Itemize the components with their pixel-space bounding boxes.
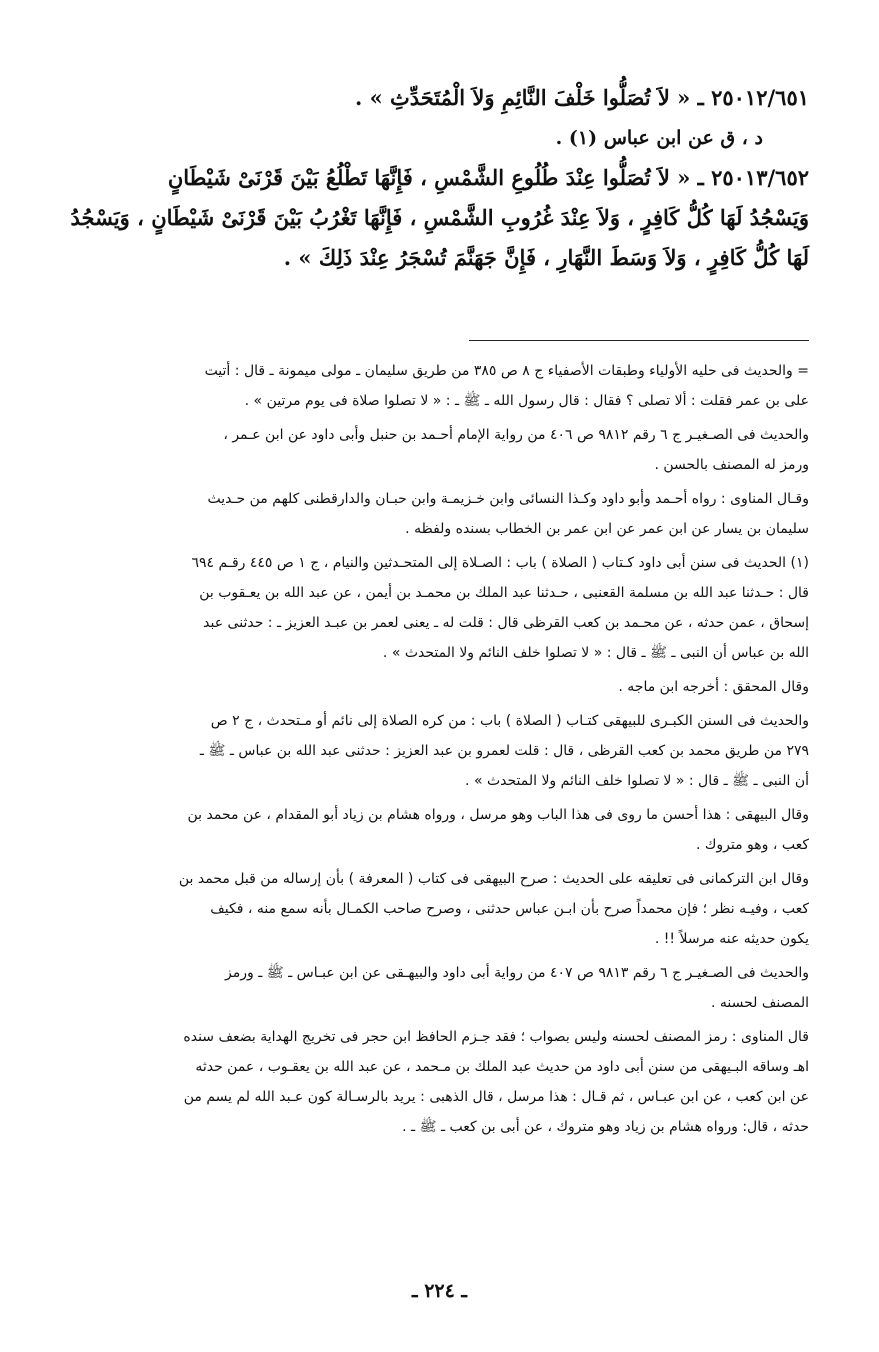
footnote-line: (١) الحديث فى سنن أبى داود كـتاب ( الصلاة ) باب : الصـلاة إلى المتحـدثين والنيام ، ج ١ ص ٤٤٥ رقـم ٦٩٤ — [191, 555, 809, 571]
footnote-paragraph — [48, 800, 809, 860]
footnote-line: = والحديث فى حليه الأولياء وطبقات الأصفياء ج ٨ ص ٣٨٥ من طريق سليمان ـ مولى ميمونة ـ قال : أتيت — [204, 363, 809, 379]
footnote-line: المصنف لحسنه . — [711, 995, 809, 1011]
footnote-paragraph — [48, 958, 809, 1018]
footnote-line: الله بن عباس أن النبى ـ ﷺ ـ قال : « لا تصلوا خلف النائم ولا المتحدث » . — [382, 645, 809, 661]
footnote-line: والحديث فى الصـغيـر ج ٦ رقم ٩٨١٣ ص ٤٠٧ من رواية أبى داود والبيهـقى عن ابن عبـاس ـ ﷺ ـ ورمز — [225, 965, 809, 981]
footnote-line: والحديث فى الصـغيـر ج ٦ رقم ٩٨١٢ ص ٤٠٦ من رواية الإمام أحـمد بن حنبل وأبى داود عن ابن عـمر ، — [223, 427, 809, 443]
footnote-line: كعب ، وفيـه نظر ؛ فإن محمداً صرح بأن ابـن عباس حدثنى ، وصرح صاحب الكمـال بأنه سمع منه ، فكيف — [210, 901, 809, 917]
footnote-line: إسحاق ، عمن حدثه ، عن محـمد بن كعب القرظى قال : قلت له ـ يعنى لعمر بن عبـد العزيز ـ : حدثنى عبد — [203, 615, 809, 631]
hadith-651 — [48, 78, 809, 118]
footnote-line: قال : حـدثنا عبد الله بن مسلمة القعنبى ، حـدثنا عبد الملك بن محمـد بن أيمن ، عن عبد الله بن يعـقوب بن — [199, 585, 809, 601]
footnote-paragraph — [48, 1022, 809, 1142]
footnote-paragraph — [48, 484, 809, 544]
hadith-651-line: ٢٥٠١٢/٦٥١ ـ « لاَ تُصَلُّوا خَلْفَ النَّائِمِ وَلاَ الْمُتَحَدِّثِ » . — [354, 85, 809, 110]
footnote-paragraph — [48, 356, 809, 416]
footnote-line: اهـ وساقه البـيهقى من سنن أبى داود من حديث عبد الملك بن مـحمد ، عن عبد الله بن يعقـوب ، عمن حدثه — [195, 1059, 809, 1075]
page-number: ـ ٢٢٤ ـ — [412, 1280, 467, 1302]
footnote-separator — [469, 340, 809, 341]
footnote-line: قال المناوى : رمز المصنف لحسنه وليس بصواب ؛ فقد جـزم الحافظ ابن حجر فى تخريج الهداية بضعف سنده — [183, 1029, 809, 1045]
footnote-paragraph — [48, 706, 809, 796]
hadith-652-line: لَهَا كُلُّ كَافِرٍ ، وَلاَ وَسَطَ النَّهَارِ ، فَإِنَّ جَهَنَّمَ تُسْجَرُ عِنْدَ ذَلِكَ » . — [283, 245, 809, 270]
footnote-line: حدثه ، قال: ورواه هشام بن زياد وهو متروك ، عن أبى بن كعب ـ ﷺ ـ . — [402, 1119, 809, 1135]
footnote-line: وقـال المناوى : رواه أحـمد وأبو داود وكـذا النسائى وابن خـزيمـة وابن حبـان والدارقطنى كلهم من حـديث — [207, 491, 809, 507]
hadith-651-source: د ، ق عن ابن عباس (١) . — [555, 127, 763, 149]
footnote-line: وقال ابن التركمانى فى تعليقه على الحديث : صرح البيهقى فى كتاب ( المعرفة ) بأن إرساله من قبل محمد بن — [178, 871, 809, 887]
footnote-line: سليمان بن يسار عن ابن عمر عن ابن عمر بن الخطاب بسنده ولفظه . — [405, 521, 809, 537]
footnote-line: وقال البيهقى : هذا أحسن ما روى فى هذا الباب وهو مرسل ، ورواه هشام بن زياد أبو المقدام ، عن محمد بن — [187, 807, 809, 823]
footnote-paragraph — [48, 420, 809, 480]
footnote-paragraph — [48, 864, 809, 954]
footnote-line: ورمز له المصنف بالحسن . — [654, 457, 809, 473]
footnote-paragraph — [48, 672, 809, 702]
footnote-1 — [48, 548, 809, 668]
footnote-line: والحديث فى السنن الكبـرى للبيهقى كتـاب ( الصلاة ) باب : من كره الصلاة إلى نائم أو مـتحدث ، ج ٢ ص — [210, 713, 809, 729]
hadith-section — [48, 78, 809, 278]
footnote-line: أن النبى ـ ﷺ ـ قال : « لا تصلوا خلف النائم ولا المتحدث » . — [465, 773, 809, 789]
footnote-line: على بن عمر فقلت : ألا تصلى ؟ فقال : قال رسول الله ـ ﷺ ـ : « لا تصلوا صلاة فى يوم مرتين » . — [244, 393, 809, 409]
hadith-652-line: ٢٥٠١٣/٦٥٢ ـ « لاَ تُصَلُّوا عِنْدَ طُلُوعِ الشَّمْسِ ، فَإِنَّهَا تَطْلُعُ بَيْنَ قَرْنَىْ شَيْطَانٍ — [167, 165, 809, 190]
footnote-line: ٢٧٩ من طريق محمد بن كعب القرظى ، قال : قلت لعمرو بن عبد العزيز : حدثنى عبد الله بن عباس ـ ﷺ ـ — [199, 743, 809, 759]
footnote-line: وقال المحقق : أخرجه ابن ماجه . — [618, 679, 809, 695]
footnote-line: عن ابن كعب ، عن ابن عبـاس ، ثم قـال : هذا مرسل ، قال الذهبى : يريد بالرسـالة كون عـبد الله لم يسم من — [183, 1089, 809, 1105]
hadith-652 — [48, 158, 809, 278]
footnote-line: يكون حديثه عنه مرسلاً !! . — [654, 931, 809, 947]
footnotes — [48, 356, 809, 1146]
footnote-line: كعب ، وهو متروك . — [695, 837, 809, 853]
hadith-652-line: وَيَسْجُدُ لَهَا كُلُّ كَافِرٍ ، وَلاَ عِنْدَ غُرُوبِ الشَّمْسِ ، فَإِنَّهَا تَغْرُبُ بَيْنَ قَرْنَىْ شَيْطَانٍ ، وَيَسْجُدُ — [70, 205, 809, 230]
